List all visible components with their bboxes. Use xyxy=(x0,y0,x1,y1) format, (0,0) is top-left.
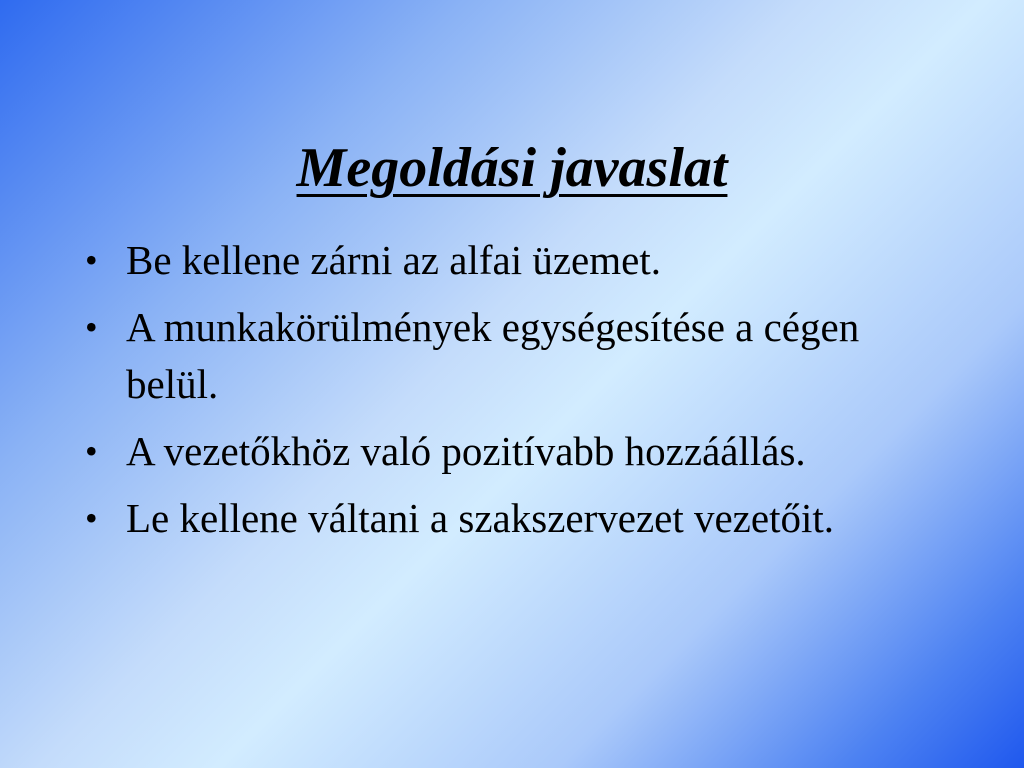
bullet-list xyxy=(85,232,945,557)
bullet-dot-icon: • xyxy=(85,498,98,538)
bullet-item xyxy=(85,299,945,413)
bullet-text: Le kellene váltani a szakszervezet vezetőit. xyxy=(126,495,834,541)
bullet-item xyxy=(85,490,945,547)
bullet-item xyxy=(85,423,945,480)
bullet-text: A munkakörülmények egységesítése a cégen belül. xyxy=(126,304,860,407)
bullet-text: Be kellene zárni az alfai üzemet. xyxy=(126,237,661,283)
bullet-text: A vezetőkhöz való pozitívabb hozzáállás. xyxy=(126,428,806,474)
bullet-item xyxy=(85,232,945,289)
bullet-dot-icon: • xyxy=(85,431,98,471)
slide-title: Megoldási javaslat xyxy=(296,136,728,199)
bullet-dot-icon: • xyxy=(85,240,98,280)
bullet-dot-icon: • xyxy=(85,307,98,347)
